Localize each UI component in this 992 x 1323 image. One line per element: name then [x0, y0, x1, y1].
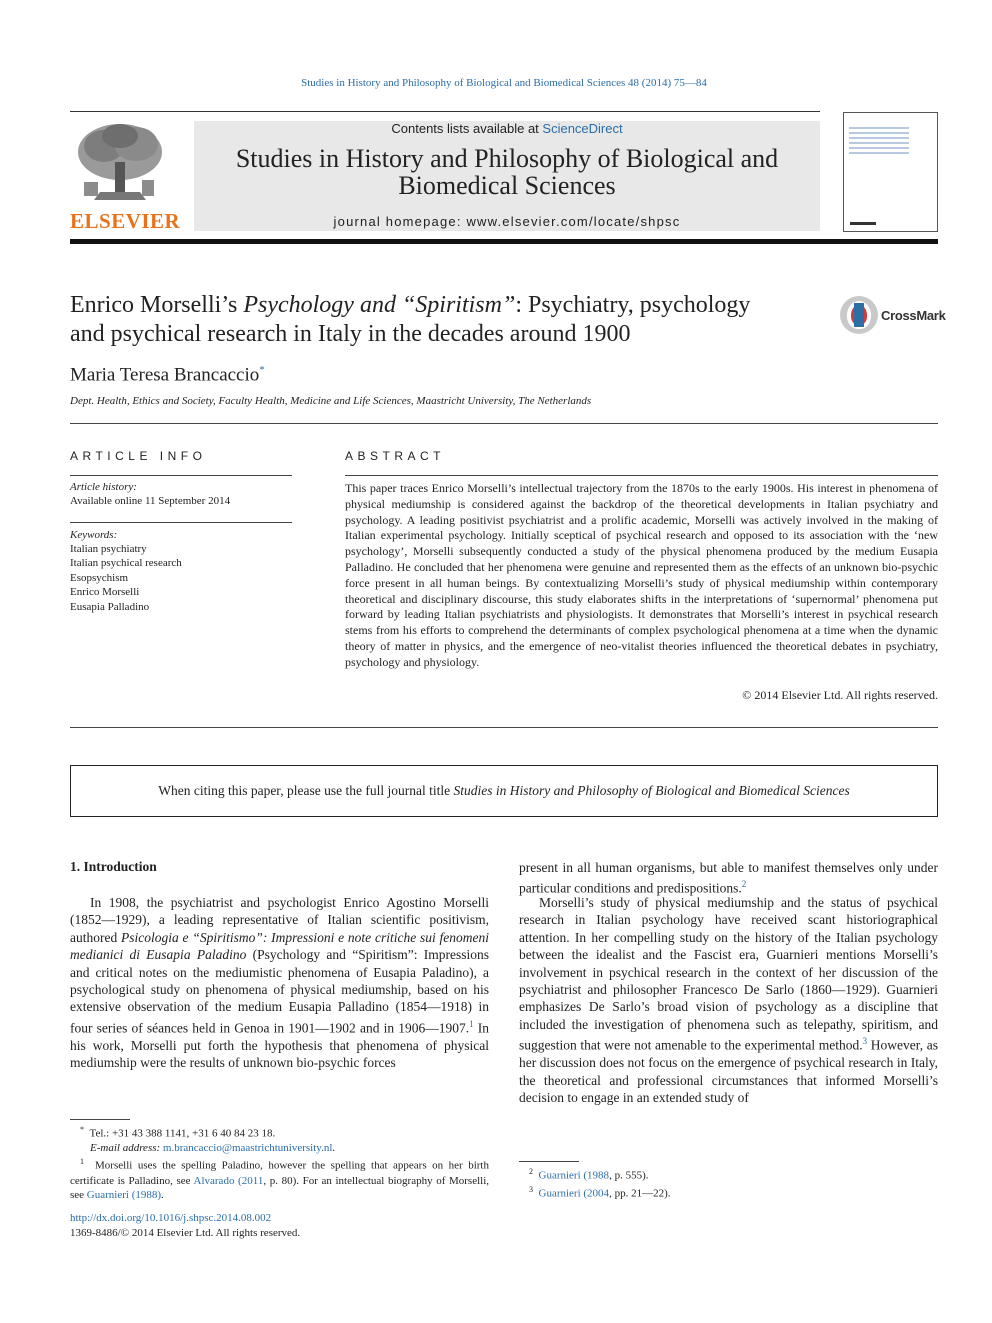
article-title: [70, 291, 830, 349]
keyword-item: Italian psychiatry: [70, 543, 147, 555]
footnote-2: $^2$ Guarnieri (1988, p. 555).: [529, 1167, 649, 1182]
citation-notice-box: When citing this paper, please use the full journal title Studies in History and Philosophy of Biological and Biomedical Sciences: [70, 765, 938, 817]
contents-prefix: Contents lists available at: [391, 121, 543, 136]
abstract-text: This paper traces Enrico Morselli’s intellectual trajectory from the 1870s to the early 1900s. His interest in phenomena of physical mediumship is considered against the backdrop of the theoretical developments in Italian psychiatry and psychology. A leading positivist psychiatrist and a prolific academic, Morselli was actively involved in the making of Italian experimental psychology. Initially sceptical of psychical research and opposed to its association with the ‘new psychology’, Morselli subsequently conducted a study of the physical phenomena produced by the medium Eusapia Palladino. He concluded that her phenomena were genuine and represented them as the effects of an unknown bio-psychic force present in all human beings. By contextualizing Morselli’s study of physical mediumship within contemporary theoretical and disciplinary discourse, this study elaborates shifts in the interpretations of ‘supernormal’ phenomena put forward by leading Italian psychiatrists and physiologists. It demonstrates that Morselli’s interest in psychical research stems from his efforts to comprehend the determinants of complex psychological phenomena at a time when the dynamic theory of matter in physics, and the emergence of neo-vitalist theories influenced the theoretical debates in psychiatry, psychology and physiology.: [345, 481, 938, 669]
ref-guarnieri-1988-link[interactable]: Guarnieri (1988): [86, 1188, 162, 1201]
crossmark-label: CrossMark: [881, 308, 946, 323]
article-info-rule-1: [70, 475, 292, 476]
keyword-item: Italian psychical research: [70, 557, 182, 570]
masthead-bottom-rule: [70, 239, 938, 244]
article-info-rule-2: [70, 522, 292, 523]
footnote-ref-3[interactable]: 3: [862, 1036, 868, 1047]
cover-logo: [850, 222, 876, 225]
crossmark-badge[interactable]: [840, 296, 946, 336]
abstract-copyright: © 2014 Elsevier Ltd. All rights reserved.: [742, 688, 938, 702]
publisher-wordmark: ELSEVIER: [70, 209, 181, 233]
journal-homepage[interactable]: journal homepage: www.elsevier.com/locate/shpsc: [333, 214, 681, 229]
contents-line: [194, 121, 820, 136]
sciencedirect-link[interactable]: ScienceDirect: [542, 121, 623, 136]
elsevier-logo: [70, 118, 181, 234]
keyword-item: Eusapia Palladino: [70, 600, 150, 613]
running-header-link[interactable]: Studies in History and Philosophy of Biological and Biomedical Sciences 48 (2014) 75—84: [301, 77, 707, 89]
issn-copyright: 1369-8486/© 2014 Elsevier Ltd. All rights reserved.: [70, 1227, 301, 1239]
doi-block: [70, 1211, 300, 1241]
ref-guarnieri-1988-link[interactable]: Guarnieri (1988: [538, 1169, 610, 1182]
section-heading-introduction: 1. Introduction: [70, 859, 157, 874]
footnote-rule-left: [70, 1119, 130, 1120]
footnotes-right: [519, 1165, 938, 1201]
doi-link[interactable]: http://dx.doi.org/10.1016/j.shpsc.2014.08.002: [70, 1212, 272, 1224]
footnote-author-tel: * Tel.: +31 43 388 1141, +31 6 40 84 23 18.: [80, 1125, 276, 1140]
abstract-heading: ABSTRACT: [345, 449, 446, 463]
article-history-value: Available online 11 September 2014: [70, 495, 231, 507]
keyword-item: Enrico Morselli: [70, 586, 140, 599]
footnotes-left: [70, 1123, 489, 1202]
intro-paragraph-1: In 1908, the psychiatrist and psychologist Enrico Agostino Morselli (1852—1929), a leading representative of Italian scientific positivism, authored Psicologia e “Spiritismo”: Impressioni e note critiche sui fenomeni medianici di Eusapia Paladino (Psychology and “Spiritism”: Impressions and critical notes on the mediumistic phenomena of Eusapia Paladino), a psychological study on phenomena of physical mediumship, based on his extensive observation of the medium Eusapia Palladino (1854—1918) in four series of séances held in Genoa in 1901—1902 and in 1906—1907.$^1$ In his work, Morselli put forth the hypothesis that phenomena of physical mediumship were the results of unknown bio-psychic forces: [70, 895, 489, 1071]
ref-alvarado-link[interactable]: Alvarado (2011: [193, 1174, 264, 1187]
footnote-rule-right: [519, 1161, 579, 1162]
intro-paragraph-2: Morselli’s study of physical mediumship and the status of psychical research in Italian psychology have received scant historiographical attention. In her compelling study on the history of the Italian psychology between the idealist and the Fascist era, Guarnieri mentions Morselli’s involvement in psychical research in the context of her discussion of the psychiatrist and philosopher Francesco De Sarlo (1860—1929). Guarnieri emphasizes De Sarlo’s broad vision of psychology as a discipline that included the investigation of phenomena such as telepathy, spiritism, and suggestion that were not amenable to the experimental method.$^3$ However, as her discussion does not focus on the emergence of psychical research in Italy, the theoretical and professional circumstances that informed Morselli’s decision to engage in an extended study of: [519, 895, 938, 1105]
footnote-3: $^3$ Guarnieri (2004, pp. 21—22).: [529, 1185, 671, 1200]
article-info-heading: ARTICLE INFO: [70, 449, 207, 463]
author-email-link[interactable]: m.brancaccio@maastrichtuniversity.nl: [162, 1142, 333, 1155]
author-footnote-link[interactable]: *: [259, 364, 265, 376]
ref-guarnieri-2004-link[interactable]: Guarnieri (2004: [538, 1187, 610, 1200]
journal-title-line-2: Biomedical Sciences: [398, 171, 616, 200]
footnote-ref-2[interactable]: 2: [741, 879, 747, 890]
journal-masthead: [194, 121, 820, 231]
cover-text-lines: [849, 127, 909, 157]
title-line-2: and psychical research in Italy in the decades around 1900: [70, 321, 631, 347]
journal-title-line-1: Studies in History and Philosophy of Biological and: [235, 144, 779, 173]
footnote-1: $^1$ Morselli uses the spelling Paladino, however the spelling that appears on her birth certificate is Palladino, see Alvarado (2011, p. 80). For an intellectual biography of Morselli, see Guarnieri (1988).: [70, 1157, 490, 1201]
journal-cover-thumbnail[interactable]: [843, 112, 938, 232]
keywords-label: Keywords:: [70, 529, 118, 541]
author-name: Maria Teresa Brancaccio*: [70, 364, 265, 386]
tree-logo-icon: [74, 122, 166, 204]
crossmark-icon: [840, 296, 878, 334]
keyword-item: Esopsychism: [70, 571, 129, 584]
article-history-label: Article history:: [70, 481, 137, 493]
footnote-author-email: E-mail address: m.brancaccio@maastrichtuniversity.nl.: [90, 1142, 336, 1155]
keywords-list: [70, 542, 182, 614]
footnote-ref-1[interactable]: 1: [469, 1018, 474, 1029]
title-line-1: Enrico Morselli’s Psychology and “Spiritism”: Psychiatry, psychology: [70, 292, 751, 318]
rule-after-abstract: [70, 727, 938, 728]
author-affiliation: Dept. Health, Ethics and Society, Faculty Health, Medicine and Life Sciences, Maastricht University, The Netherlands: [70, 395, 592, 407]
intro-paragraph-1-continued: present in all human organisms, but able to manifest themselves only under particular conditions and predispositions.$^2$: [519, 860, 938, 896]
abstract-rule: [345, 475, 938, 476]
header-rule: [70, 111, 820, 112]
journal-title: [194, 145, 820, 199]
rule-after-affiliation: [70, 423, 938, 424]
